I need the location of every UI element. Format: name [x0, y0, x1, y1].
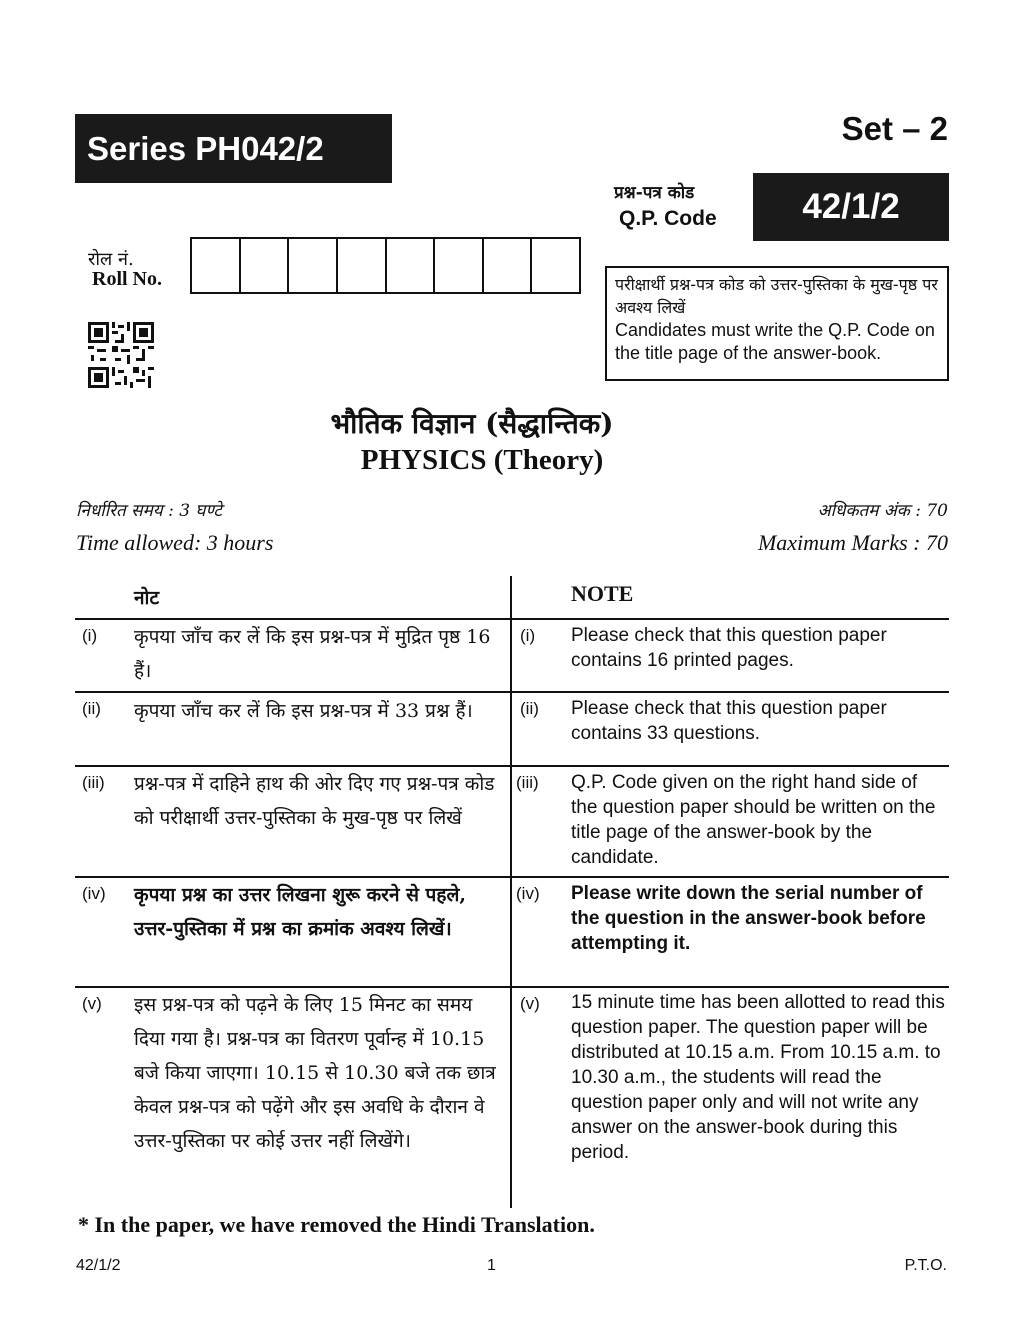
roll-box[interactable]	[532, 239, 579, 292]
qp-code-label: Q.P. Code	[619, 207, 717, 230]
note-text: Please write down the serial number of the question in the answer-book before attempting it.	[571, 883, 926, 954]
note-number: (ii)	[520, 699, 539, 718]
footnote: * In the paper, we have removed the Hindi Translation.	[78, 1212, 595, 1237]
qp-code-label-hindi: प्रश्न-पत्र कोड	[614, 183, 695, 203]
roll-box[interactable]	[192, 239, 241, 292]
note-text-hindi: कृपया जाँच कर लें कि इस प्रश्न-पत्र में मुद्रित पृष्ठ 16 हैं।	[134, 626, 491, 682]
note-number: (v)	[82, 994, 102, 1013]
note-number: (iv)	[82, 884, 106, 903]
note-text: 15 minute time has been allotted to read this question paper. The question paper will be distributed at 10.15 a.m. From 10.15 a.m. to 10.30 a.m., the students will read the question paper only and will not write any answer on the answer-book during this period.	[571, 992, 945, 1163]
note-number: (iv)	[516, 884, 540, 903]
row-divider	[75, 691, 949, 693]
note-number: (i)	[520, 626, 536, 645]
roll-box[interactable]	[484, 239, 533, 292]
note-number: (v)	[520, 994, 540, 1013]
pto-label: P.T.O.	[904, 1257, 947, 1274]
note-text-hindi: प्रश्न-पत्र में दाहिने हाथ की ओर दिए गए प्रश्न-पत्र कोड को परीक्षार्थी उत्तर-पुस्तिका के मुख-पृष्ठ पर लिखें	[134, 773, 495, 829]
instruction-english: Candidates must write the Q.P. Code on the title page of the answer-book.	[615, 320, 935, 363]
note-number: (iii)	[516, 773, 539, 792]
series-label: Series PH042/2	[75, 114, 392, 183]
note-text: Q.P. Code given on the right hand side of the question paper should be written on the title page of the answer-book by the candidate.	[571, 772, 936, 868]
page-number: 1	[487, 1257, 496, 1274]
roll-box[interactable]	[435, 239, 484, 292]
column-divider	[510, 576, 512, 1208]
roll-box[interactable]	[241, 239, 290, 292]
note-heading-hindi: नोट	[134, 587, 160, 609]
instruction-hindi: परीक्षार्थी प्रश्न-पत्र कोड को उत्तर-पुस्तिका के मुख-पृष्ठ पर अवश्य लिखें	[615, 275, 938, 317]
note-number: (i)	[82, 626, 98, 645]
qp-code: 42/1/2	[753, 173, 949, 241]
max-marks-hindi: अधिकतम अंक : 70	[817, 501, 948, 521]
qp-code-instruction-box	[605, 266, 949, 381]
note-number: (ii)	[82, 699, 101, 718]
note-text-hindi: इस प्रश्न-पत्र को पढ़ने के लिए 15 मिनट का समय दिया गया है। प्रश्न-पत्र का वितरण पूर्वान्ह में 10.15 बजे किया जाएगा। 10.15 से 10.30 बजे तक छात्र केवल प्रश्न-पत्र को पढ़ेंगे और इस अवधि के दौरान वे उत्तर-पुस्तिका पर कोई उत्तर नहीं लिखेंगे।	[134, 994, 496, 1152]
set-number: Set – 2	[841, 110, 948, 147]
note-heading: NOTE	[571, 581, 634, 606]
note-text: Please check that this question paper contains 16 printed pages.	[571, 625, 887, 671]
note-text-hindi: कृपया जाँच कर लें कि इस प्रश्न-पत्र में 33 प्रश्न हैं।	[134, 700, 473, 722]
roll-label-hindi: रोल नं.	[88, 249, 134, 270]
subject-title-hindi: भौतिक विज्ञान (सैद्धान्तिक)	[330, 407, 614, 440]
time-allowed: Time allowed: 3 hours	[76, 530, 274, 555]
note-number: (iii)	[82, 773, 105, 792]
roll-box[interactable]	[387, 239, 436, 292]
note-text-hindi: कृपया प्रश्न का उत्तर लिखना शुरू करने से पहले, उत्तर-पुस्तिका में प्रश्न का क्रमांक अवश्य लिखें।	[134, 884, 466, 940]
qr-code-icon	[88, 322, 154, 388]
roll-label: Roll No.	[92, 268, 162, 290]
roll-box[interactable]	[338, 239, 387, 292]
roll-box[interactable]	[289, 239, 338, 292]
time-allowed-hindi: निर्धारित समय : 3 घण्टे	[76, 501, 222, 521]
footer-code: 42/1/2	[76, 1257, 121, 1274]
note-text: Please check that this question paper contains 33 questions.	[571, 698, 887, 744]
subject-title: PHYSICS (Theory)	[360, 444, 604, 476]
roll-number-boxes[interactable]	[190, 237, 581, 294]
max-marks: Maximum Marks : 70	[757, 530, 948, 555]
